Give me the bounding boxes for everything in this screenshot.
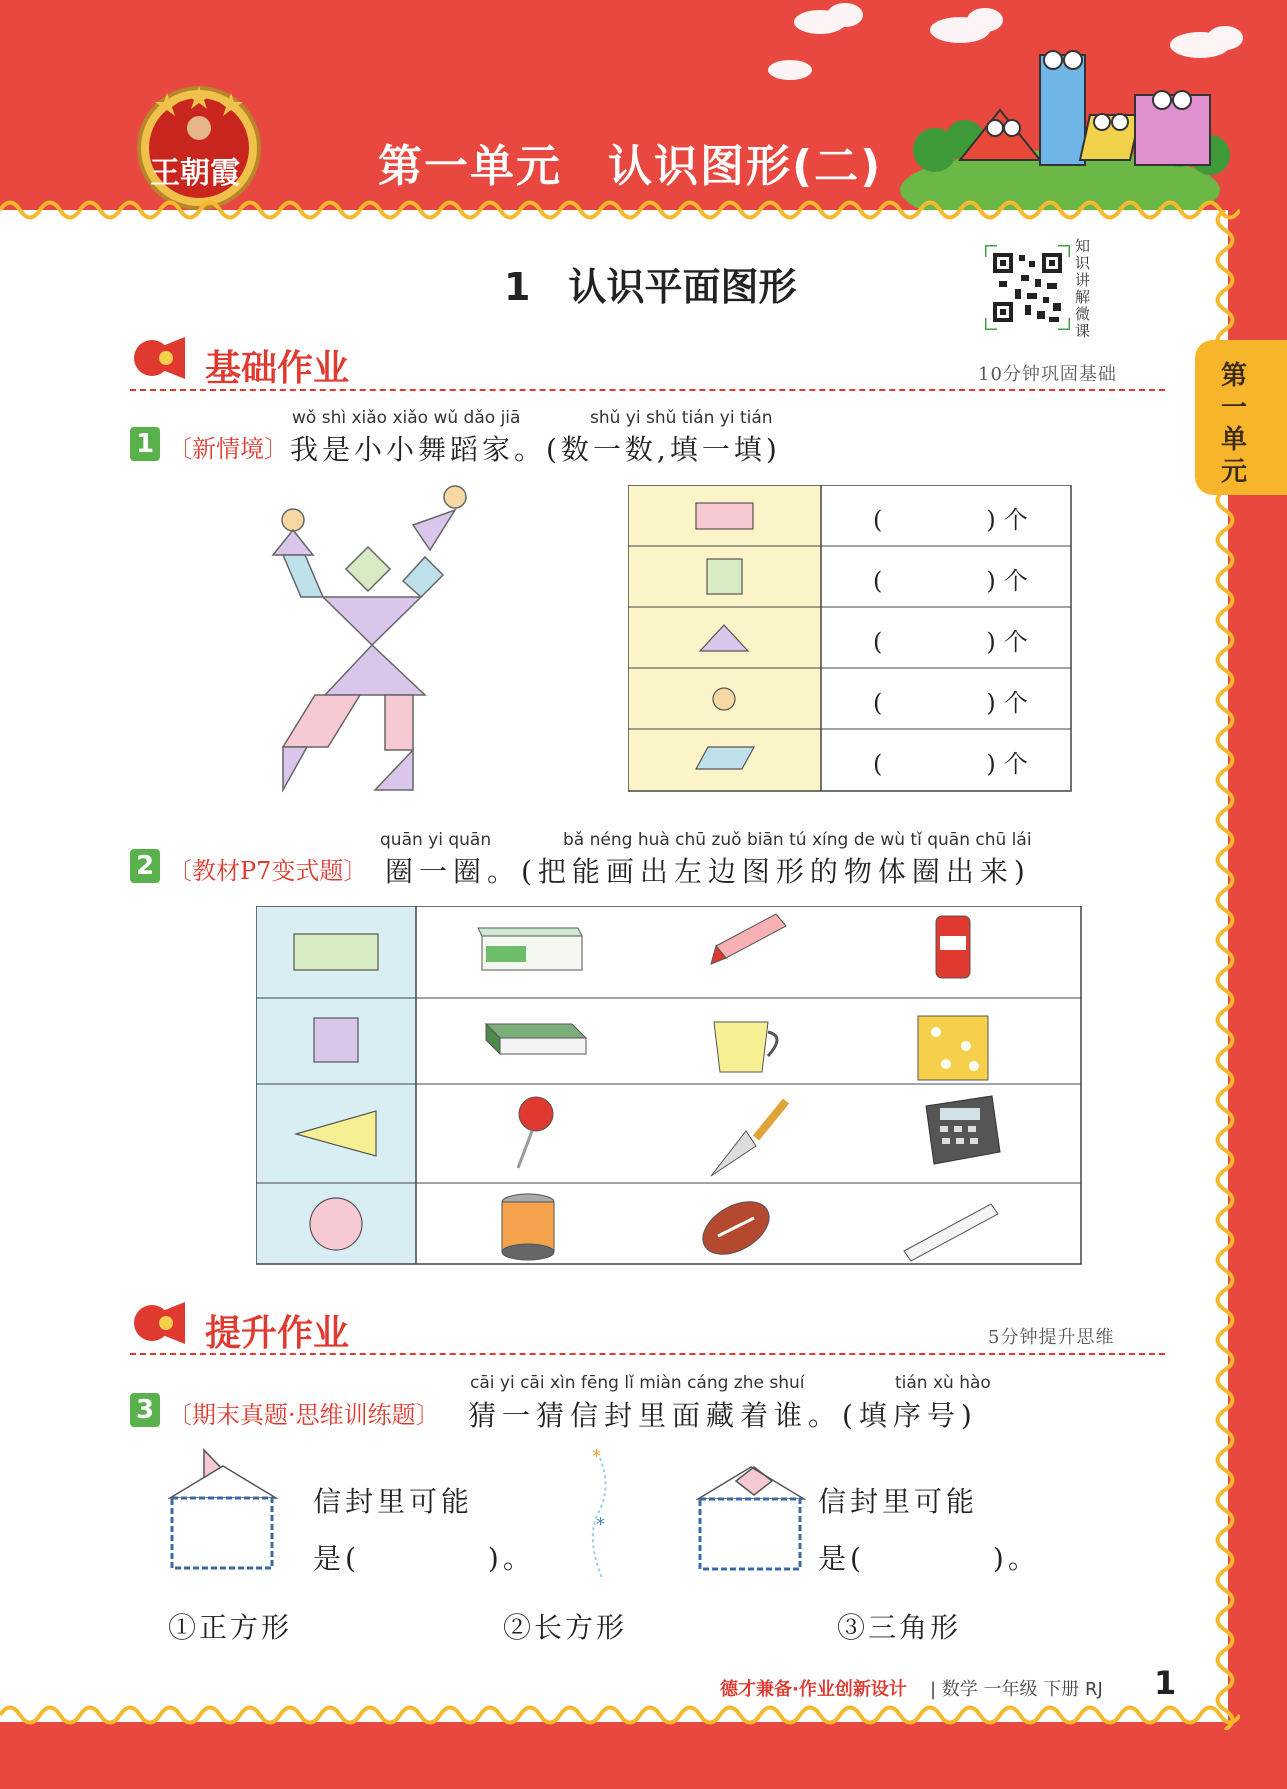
trumpet-icon xyxy=(130,1298,190,1348)
circle-shape xyxy=(310,1198,362,1250)
pinyin: tián xù hào xyxy=(895,1373,991,1393)
question-tag: 〔期末真题·思维训练题〕 xyxy=(168,1401,440,1429)
section-divider xyxy=(130,1353,1165,1355)
option-rectangle: ②长方形 xyxy=(503,1611,628,1644)
qr-code-icon[interactable] xyxy=(985,245,1070,330)
question-text: 我是小小舞蹈家。(数一数,填一填) xyxy=(290,433,781,466)
section-divider xyxy=(130,389,1165,391)
tangram-dancer-illustration xyxy=(265,485,485,795)
wave-border-top xyxy=(0,195,1240,225)
pinyin: shǔ yi shǔ tián yi tián xyxy=(590,408,773,428)
answer-blank[interactable]: ( )个 xyxy=(873,628,1036,656)
brand-logo xyxy=(132,78,267,213)
cup-icon xyxy=(714,1022,777,1072)
ruler-icon xyxy=(904,1204,998,1261)
medicine-box-icon xyxy=(478,928,582,970)
q2-object-table xyxy=(256,906,1084,1267)
envelope-square-illustration xyxy=(696,1465,806,1575)
question-tag: 〔新情境〕 xyxy=(168,435,288,463)
wave-border-bottom xyxy=(0,1700,1240,1730)
section-note-basic: 10分钟巩固基础 xyxy=(978,364,1117,385)
book-icon xyxy=(486,1024,586,1054)
tin-can-icon xyxy=(502,1194,554,1260)
rectangle-shape xyxy=(294,934,378,970)
dice-icon xyxy=(918,1016,988,1080)
question-number: 3 xyxy=(130,1393,160,1427)
unit-side-tab xyxy=(1195,340,1287,495)
option-triangle: ③三角形 xyxy=(837,1611,962,1644)
circle-shape xyxy=(713,688,735,710)
answer-blank[interactable]: ( )个 xyxy=(873,750,1036,778)
crayon-icon xyxy=(711,914,786,964)
trumpet-icon xyxy=(130,333,190,383)
side-tab-label: 第一单元 xyxy=(1220,361,1247,487)
square-shape xyxy=(314,1018,358,1062)
section-note-advanced: 5分钟提升思维 xyxy=(988,1327,1115,1348)
question-tag: 〔教材P7变式题〕 xyxy=(168,857,368,885)
svg-text:*: * xyxy=(592,1448,601,1467)
answer-blank[interactable]: ( )个 xyxy=(873,689,1036,717)
answer-blank[interactable]: ( )个 xyxy=(873,567,1036,595)
section-title-basic: 基础作业 xyxy=(205,348,350,389)
pinyin: wǒ shì xiǎo xiǎo wǔ dǎo jiā xyxy=(292,408,521,428)
envelope-triangle-illustration xyxy=(168,1448,278,1573)
lollipop-icon xyxy=(518,1097,553,1168)
calculator-icon xyxy=(926,1096,1000,1164)
soda-can-icon xyxy=(936,916,970,978)
lesson-title: 1 认识平面图形 xyxy=(504,265,797,309)
trowel-icon xyxy=(711,1101,786,1176)
footer-subject: | 数学 一年级 下册 RJ xyxy=(930,1679,1103,1700)
answer-blank[interactable]: ( )个 xyxy=(873,506,1036,534)
pinyin: bǎ néng huà chū zuǒ biān tú xíng de wù tǐ quān chū lái xyxy=(563,830,1032,850)
logo-text: 王朝霞 xyxy=(150,156,240,191)
question-text: 猜一猜信封里面藏着谁。(填序号) xyxy=(468,1399,978,1432)
question-text: 圈一圈。(把能画出左边图形的物体圈出来) xyxy=(385,855,1031,888)
qr-caption: 知识讲解微课 xyxy=(1075,237,1091,340)
pinyin: cāi yi cāi xìn fēng lǐ miàn cáng zhe shuí xyxy=(470,1373,805,1393)
question-number: 2 xyxy=(130,849,160,883)
unit-title: 第一单元 认识图形(二) xyxy=(378,141,883,192)
svg-text:*: * xyxy=(596,1514,605,1535)
envelope-prompt: 信封里可能 xyxy=(313,1485,474,1518)
envelope-prompt: 信封里可能 xyxy=(818,1485,979,1518)
envelope-answer-blank[interactable]: 是( )。 xyxy=(818,1542,1040,1575)
page-number: 1 xyxy=(1154,1664,1177,1702)
pinyin: quān yi quān xyxy=(380,830,492,850)
section-title-advanced: 提升作业 xyxy=(205,1313,350,1354)
question-number: 1 xyxy=(130,427,160,461)
option-square: ①正方形 xyxy=(168,1611,293,1644)
rectangle-shape xyxy=(696,503,753,529)
square-shape xyxy=(707,559,742,594)
shape-characters-illustration xyxy=(940,40,1240,200)
vine-decoration xyxy=(582,1448,622,1583)
football-icon xyxy=(694,1191,778,1265)
footer-brand: 德才兼备·作业创新设计 xyxy=(720,1679,907,1700)
envelope-answer-blank[interactable]: 是( )。 xyxy=(313,1542,535,1575)
